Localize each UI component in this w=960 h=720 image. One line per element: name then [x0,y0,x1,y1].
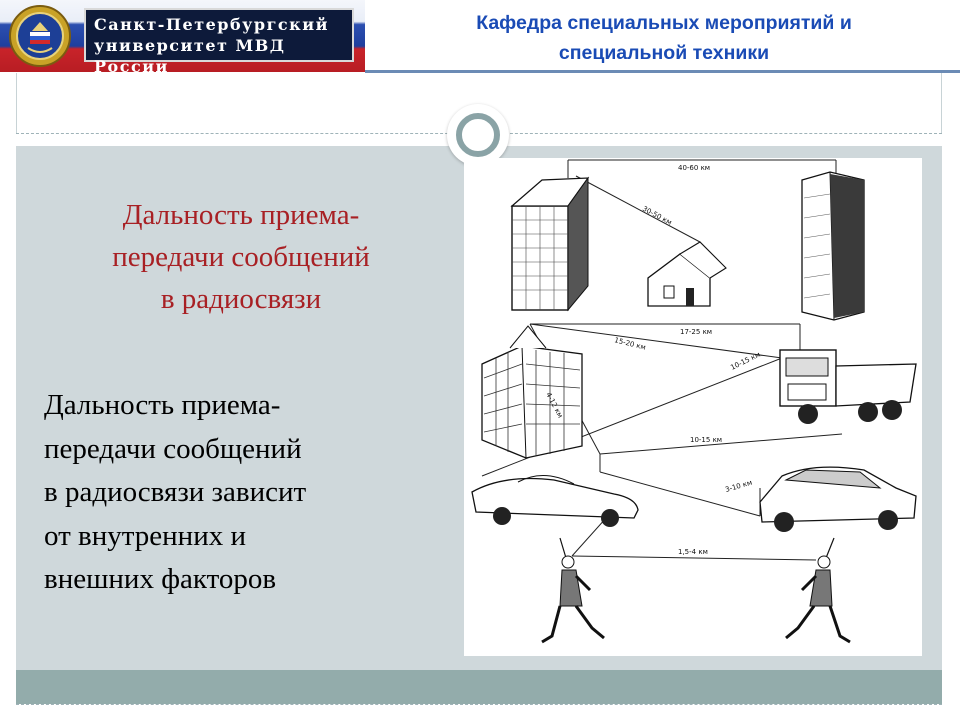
university-emblem-icon [8,4,72,68]
label-3-10: 3-10 км [724,478,754,494]
university-name-plate [84,8,354,76]
label-1-5-4: 1,5-4 км [678,548,708,556]
slide-body-line5: внешних факторов [44,563,277,595]
slide-body-line2: передачи сообщений [44,432,302,465]
university-name-line2: университет МВД России [94,36,286,76]
slide-body-line1: Дальность приема- [44,389,281,421]
radio-range-diagram [464,158,922,656]
slide-title [36,194,446,320]
truck-icon [780,350,916,424]
person-with-radio-left-icon [542,538,604,642]
dashed-divider-bottom [16,704,942,705]
house-icon [648,242,726,306]
sedan-car-icon [760,467,916,532]
person-with-radio-right-icon [786,538,850,642]
slide-title-line1: Дальность приема- [122,199,360,231]
label-40-60: 40-60 км [678,164,711,172]
slide-title-line3: в радиосвязи [160,283,322,315]
department-title [368,8,960,68]
slide-body-line3: в радиосвязи зависит [44,476,307,508]
ring-ornament-icon [447,104,509,166]
label-4-12: 4-12 км [544,391,565,420]
office-building-icon [482,326,582,458]
sports-car-icon [472,475,638,527]
label-17-25: 17-25 км [680,328,713,336]
radio-range-illustration [464,158,922,656]
tower-building-icon [802,172,864,320]
footer-bar [16,670,942,704]
department-title-line2: специальной техники [558,42,770,64]
slide-title-line2: передачи сообщений [112,241,370,273]
label-10-15-upper: 10-15 км [729,350,762,372]
slide-body-text [44,384,454,602]
label-15-20: 15-20 км [613,336,647,352]
slide-body-line4: от внутренних и [44,519,246,552]
department-title-line1: Кафедра специальных мероприятий и [476,12,852,34]
university-name-line1: Санкт-Петербургский [94,15,329,34]
tall-building-icon [512,178,588,310]
label-30-50: 30-50 км [641,204,674,227]
label-10-15-lower: 10-15 км [690,436,723,444]
